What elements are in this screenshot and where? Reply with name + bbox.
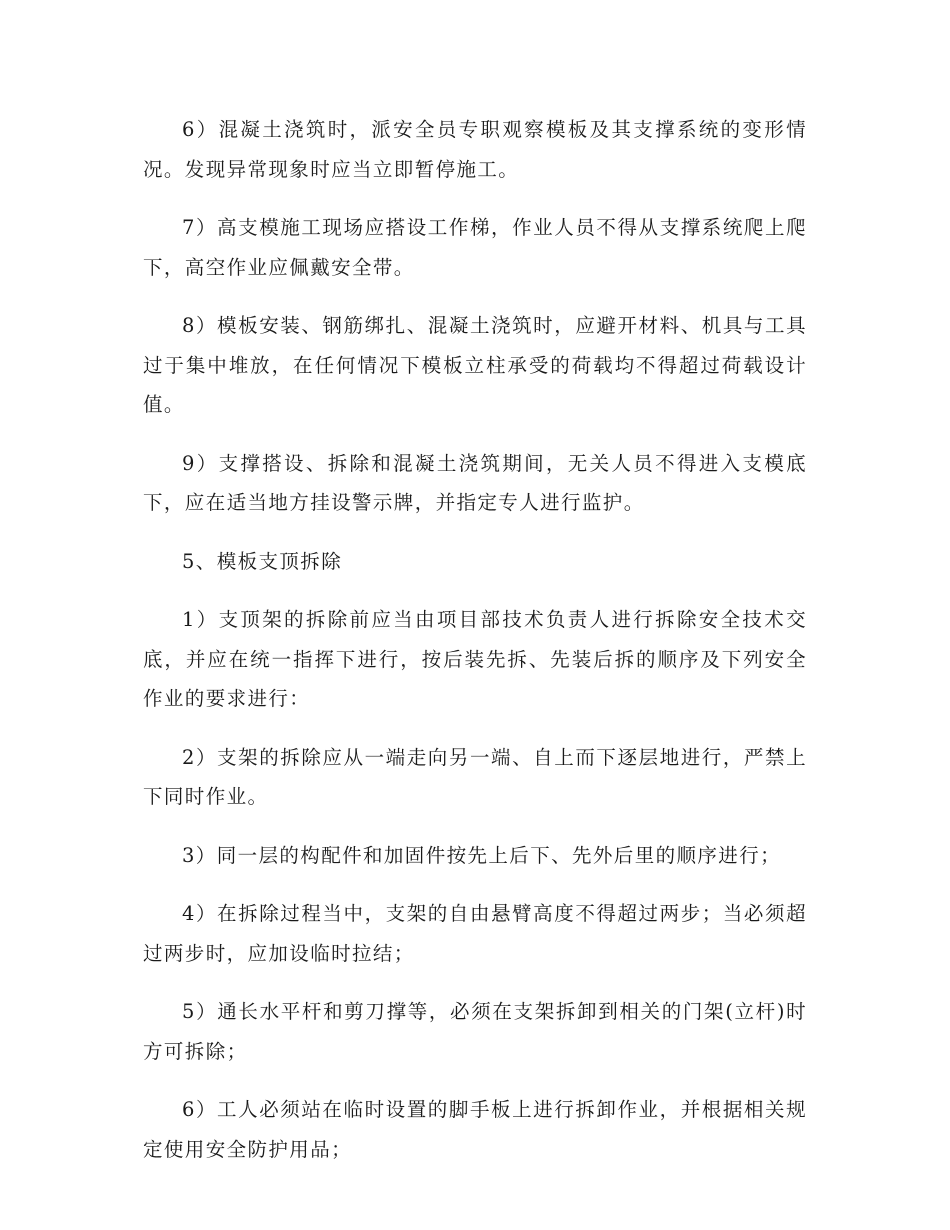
paragraph-removal-item-6: 6）工人必须站在临时设置的脚手板上进行拆卸作业，并根据相关规定使用安全防护用品； — [143, 1098, 807, 1161]
paragraph-item-9-warning-signs: 9）支撑搭设、拆除和混凝土浇筑期间，无关人员不得进入支模底下，应在适当地方挂设警示牌，并指定专人进行监护。 — [143, 451, 807, 514]
paragraph-item-6-pouring-observation: 6）混凝土浇筑时，派安全员专职观察模板及其支撑系统的变形情况。发现异常现象时应当立即暂停施工。 — [143, 118, 807, 181]
section-heading-formwork-removal: 5、模板支顶拆除 — [182, 549, 343, 573]
paragraph-item-7-work-ladder: 7）高支模施工现场应搭设工作梯，作业人员不得从支撑系统爬上爬下，高空作业应佩戴安全带。 — [143, 216, 807, 279]
paragraph-removal-item-2: 2）支架的拆除应从一端走向另一端、自上而下逐层地进行，严禁上下同时作业。 — [143, 745, 807, 808]
paragraph-removal-item-5: 5）通长水平杆和剪刀撑等，必须在支架拆卸到相关的门架(立杆)时方可拆除； — [143, 1000, 807, 1063]
document-body — [143, 110, 807, 1188]
paragraph-item-8-load-limits: 8）模板安装、钢筋绑扎、混凝土浇筑时，应避开材料、机具与工具过于集中堆放，在任何情况下模板立柱承受的荷载均不得超过荷载设计值。 — [143, 314, 807, 416]
paragraph-removal-item-4: 4）在拆除过程当中，支架的自由悬臂高度不得超过两步；当必须超过两步时，应加设临时拉结； — [143, 902, 807, 965]
paragraph-removal-item-1: 1）支顶架的拆除前应当由项目部技术负责人进行拆除安全技术交底，并应在统一指挥下进行，按后装先拆、先装后拆的顺序及下列安全作业的要求进行： — [143, 608, 807, 710]
paragraph-removal-item-3: 3）同一层的构配件和加固件按先上后下、先外后里的顺序进行； — [182, 843, 782, 867]
